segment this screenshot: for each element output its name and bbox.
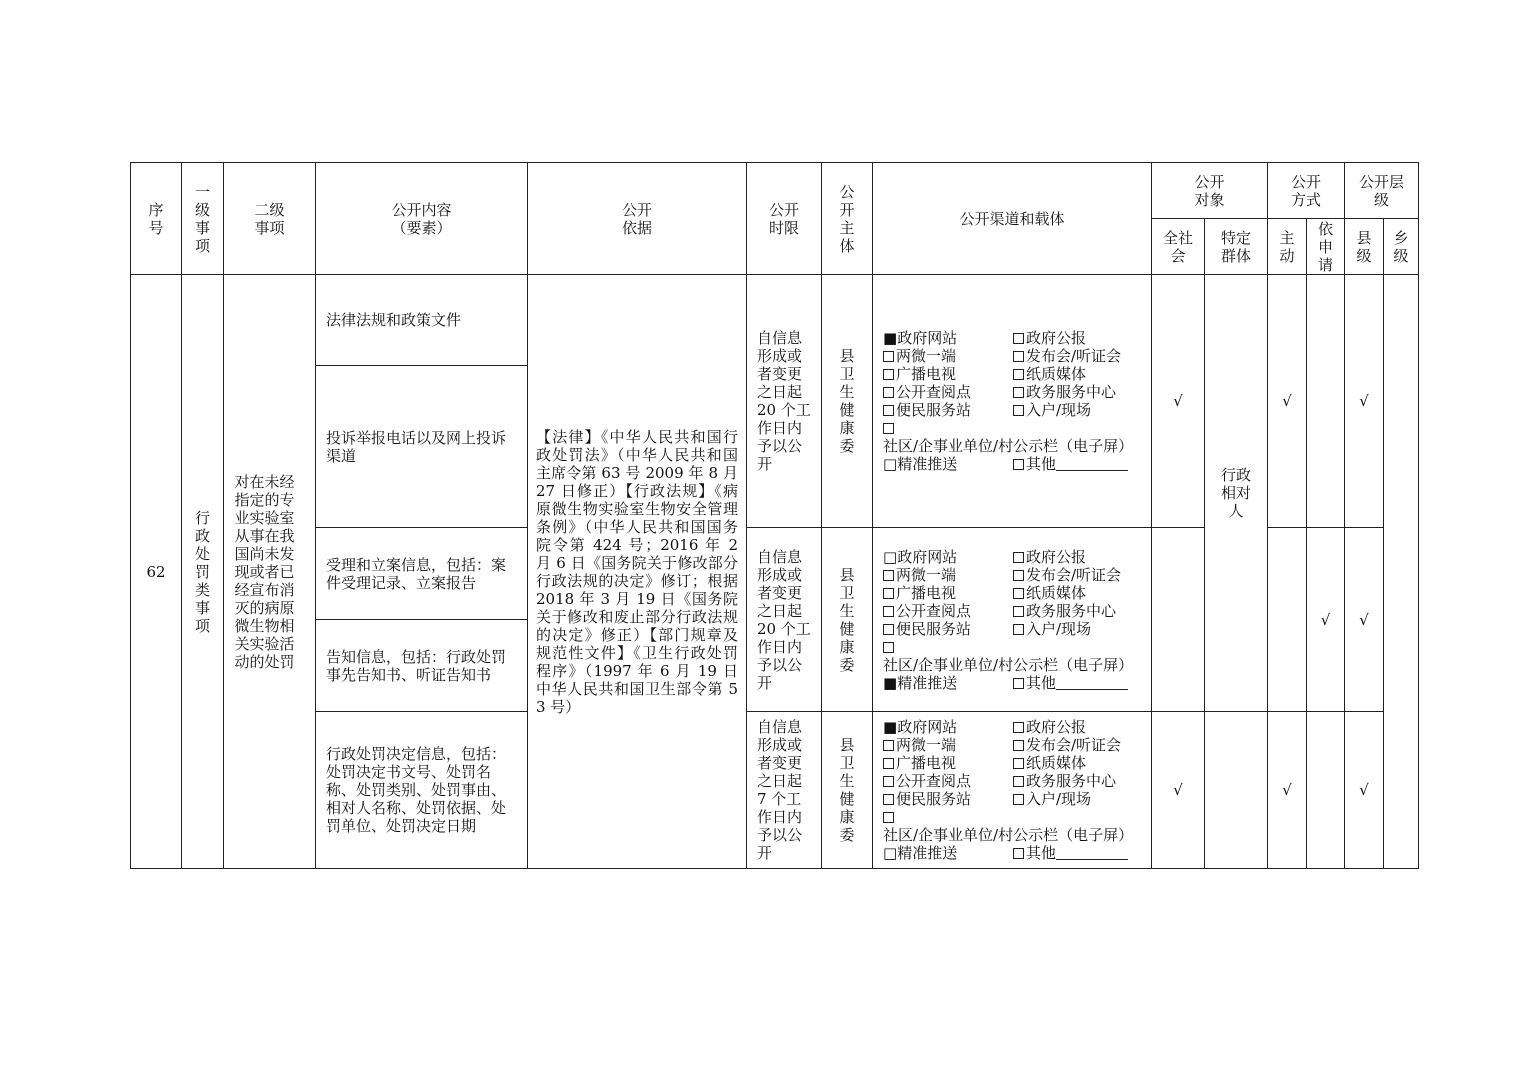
channel-paper-media: 纸质媒体 [1013, 754, 1086, 772]
header-channel: 公开渠道和载体 [873, 163, 1152, 275]
method-apply-mark [1307, 275, 1345, 528]
channel-gov-gazette: 政府公报 [1013, 548, 1086, 566]
channel-radio-tv: 广播电视 [883, 754, 1013, 772]
content-item: 行政处罚决定信息，包括：处罚决定书文号、处罚名称、处罚类别、处罚事由、相对人名称、处罚依据、处罚单位、处罚决定日期 [316, 712, 528, 869]
channel-two-wei: 两微一端 [883, 566, 1013, 584]
level-township-mark [1384, 275, 1419, 869]
header-target-group: 公开对象 [1152, 163, 1268, 219]
content-item: 告知信息，包括：行政处罚事先告知书、听证告知书 [316, 620, 528, 712]
level-county-mark: √ [1345, 528, 1384, 712]
channel-press-hearing: 发布会/听证会 [1013, 566, 1121, 584]
channel-other: 其他 [1013, 844, 1128, 862]
header-level1: 一级事项 [182, 163, 224, 275]
channel-service-center: 政务服务中心 [1013, 383, 1116, 401]
channel-paper-media: 纸质媒体 [1013, 365, 1086, 383]
channel-two-wei: 两微一端 [883, 736, 1013, 754]
method-active-mark: √ [1268, 712, 1307, 869]
channel-convenience-station: 便民服务站 [883, 401, 1013, 419]
time-limit: 自信息形成或者变更之日起 7 个工作日内予以公开 [747, 712, 822, 869]
time-limit: 自信息形成或者变更之日起 20 个工作日内予以公开 [747, 528, 822, 712]
channel-precise-push: ■精准推送 [883, 673, 958, 692]
channel-community-board: 社区/企事业单位/村公示栏（电子屏） [883, 808, 1141, 844]
header-level2: 二级事项 [224, 163, 316, 275]
channel-precise-push: □精准推送 [883, 455, 958, 473]
channel-onsite: 入户/现场 [1013, 620, 1091, 638]
header-level-township: 乡级 [1384, 219, 1419, 275]
channel-public-reading: 公开查阅点 [883, 772, 1013, 790]
subject: 县卫生健康委 [822, 275, 873, 528]
channel-service-center: 政务服务中心 [1013, 772, 1116, 790]
channel-gov-gazette: 政府公报 [1013, 718, 1086, 736]
target-all-mark [1152, 528, 1205, 712]
method-apply-mark: √ [1307, 528, 1345, 712]
channel-onsite: 入户/现场 [1013, 790, 1091, 808]
content-item: 法律法规和政策文件 [316, 275, 528, 366]
row-seq: 62 [131, 275, 182, 869]
row-level2: 对在未经指定的专业实验室从事在我国尚未发现或者已经宣布消灭的病原微生物相关实验活动的处罚 [224, 275, 316, 869]
header-level-county: 县级 [1345, 219, 1384, 275]
channel-convenience-station: 便民服务站 [883, 790, 1013, 808]
disclosure-table [130, 162, 1419, 869]
channel-press-hearing: 发布会/听证会 [1013, 736, 1121, 754]
method-active-mark [1268, 528, 1307, 712]
time-limit: 自信息形成或者变更之日起 20 个工作日内予以公开 [747, 275, 822, 528]
target-specific-mark: 行政相对人 [1205, 275, 1268, 712]
channel-onsite: 入户/现场 [1013, 401, 1091, 419]
channel-other: 其他 [1013, 455, 1128, 473]
header-method-group: 公开方式 [1268, 163, 1345, 219]
header-content: 公开内容 （要素） [316, 163, 528, 275]
channel-gov-gazette: 政府公报 [1013, 329, 1086, 347]
row-basis: 【法律】《中华人民共和国行政处罚法》（中华人民共和国主席令第 63 号 2009 年 8 月 27 日修正）【行政法规】《病原微生物实验室生物安全管理条例》（中华人民共和国国务院令第 424 号；2016 年 2 月 6 日《国务院关于修改部分行政法规的决定》修订；根据 2018 年 3 月 19 日《国务院关于修改和废止部分行政法规的决定》修正）【部门规章及规范性文件】《卫生行政处罚程序》（1997 年 6 月 19 日中华人民共和国卫生部令第 53 号） [528, 275, 747, 869]
header-method-active: 主动 [1268, 219, 1307, 275]
header-seq: 序号 [131, 163, 182, 275]
channel-radio-tv: 广播电视 [883, 365, 1013, 383]
channel-other: 其他 [1013, 674, 1128, 692]
row-level1: 行政处罚类事项 [182, 275, 224, 869]
channel-list [873, 712, 1152, 869]
subject: 县卫生健康委 [822, 528, 873, 712]
channel-community-board: 社区/企事业单位/村公示栏（电子屏） [883, 419, 1141, 455]
channel-public-reading: 公开查阅点 [883, 602, 1013, 620]
channel-press-hearing: 发布会/听证会 [1013, 347, 1121, 365]
channel-two-wei: 两微一端 [883, 347, 1013, 365]
method-active-mark: √ [1268, 275, 1307, 528]
channel-radio-tv: 广播电视 [883, 584, 1013, 602]
header-target-specific: 特定群体 [1205, 219, 1268, 275]
target-all-mark: √ [1152, 712, 1205, 869]
channel-gov-site: □政府网站 [883, 547, 958, 566]
header-subject: 公开主体 [822, 163, 873, 275]
target-specific-mark [1205, 712, 1268, 869]
channel-list [873, 528, 1152, 712]
level-county-mark: √ [1345, 275, 1384, 528]
content-item: 受理和立案信息，包括：案件受理记录、立案报告 [316, 528, 528, 620]
header-time-limit: 公开时限 [747, 163, 822, 275]
target-all-mark: √ [1152, 275, 1205, 528]
channel-public-reading: 公开查阅点 [883, 383, 1013, 401]
subject: 县卫生健康委 [822, 712, 873, 869]
header-target-all: 全社会 [1152, 219, 1205, 275]
level-county-mark: √ [1345, 712, 1384, 869]
channel-service-center: 政务服务中心 [1013, 602, 1116, 620]
channel-convenience-station: 便民服务站 [883, 620, 1013, 638]
channel-gov-site: ■政府网站 [883, 718, 958, 736]
method-apply-mark [1307, 712, 1345, 869]
header-basis: 公开依据 [528, 163, 747, 275]
channel-gov-site: ■政府网站 [883, 329, 958, 347]
channel-paper-media: 纸质媒体 [1013, 584, 1086, 602]
channel-precise-push: □精准推送 [883, 844, 958, 862]
channel-list [873, 275, 1152, 528]
content-item: 投诉举报电话以及网上投诉渠道 [316, 366, 528, 528]
header-level-group: 公开层级 [1345, 163, 1419, 219]
header-method-apply: 依申请 [1307, 219, 1345, 275]
channel-community-board: 社区/企事业单位/村公示栏（电子屏） [883, 638, 1141, 674]
